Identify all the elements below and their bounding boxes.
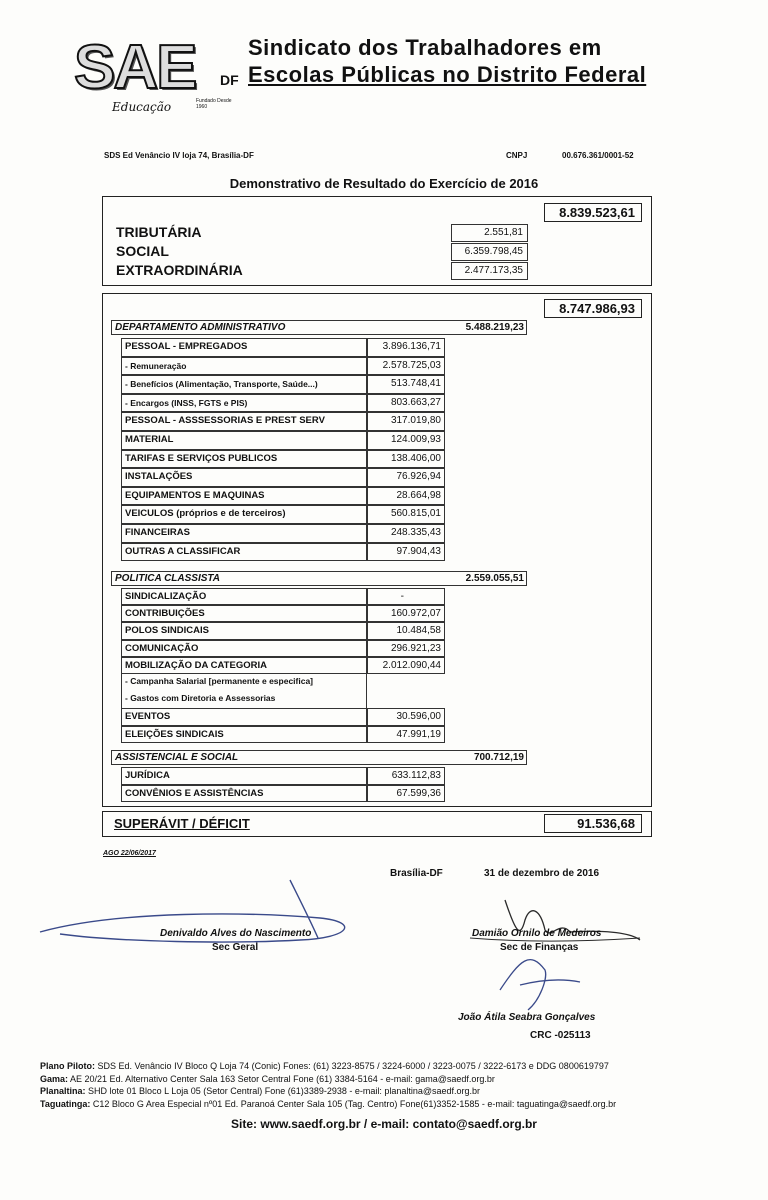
revenue-value-extraordinaria: 2.477.173,35: [451, 262, 528, 280]
footer-addresses: [40, 1060, 700, 1110]
expense-row-value: 67.599,36: [367, 785, 445, 803]
expense-row-value: 97.904,43: [367, 543, 445, 562]
union-name: [248, 34, 668, 88]
expense-row-value: 160.972,07: [367, 605, 445, 622]
footer-label: Plano Piloto:: [40, 1061, 95, 1071]
expense-row-value: 248.335,43: [367, 524, 445, 543]
revenue-value-social: 6.359.798,45: [451, 243, 528, 261]
cnpj-value: 00.676.361/0001-52: [562, 151, 634, 160]
expense-row-name: MOBILIZAÇÃO DA CATEGORIA: [121, 657, 367, 674]
logo-small-text: Fundado Desde 1960: [196, 98, 232, 110]
footer-line-plano-piloto: [40, 1060, 700, 1073]
expense-row-value: 30.596,00: [367, 708, 445, 725]
logo-subtitle: Educação: [112, 100, 172, 114]
section-header: [111, 750, 527, 765]
revenue-label-extraordinaria: EXTRAORDINÁRIA: [116, 262, 243, 278]
section-name: ASSISTENCIAL E SOCIAL: [115, 752, 239, 763]
expense-row-name: PESSOAL - ASSSESSORIAS E PREST SERV: [121, 412, 367, 431]
expense-row-name: - Campanha Salarial [permanente e especifica]: [121, 674, 367, 691]
footer-text: C12 Bloco G Area Especial nº01 Ed. Paranoá Center Sala 105 (Tag. Centro) Fone(61)3352-1585 - e-mail: taguatinga@saedf.org.br: [92, 1098, 617, 1109]
revenue-label-social: SOCIAL: [116, 243, 169, 259]
signature3-role: CRC -025113: [530, 1030, 591, 1041]
expense-row-value: 803.663,27: [367, 394, 445, 413]
signature1-role: Sec Geral: [212, 942, 259, 953]
revenue-label-tributaria: TRIBUTÁRIA: [116, 224, 202, 240]
expense-row-name: CONTRIBUIÇÕES: [121, 605, 367, 622]
date: 31 de dezembro de 2016: [484, 868, 600, 879]
ago-note: AGO 22/06/2017: [103, 850, 156, 857]
document-title: Demonstrativo de Resultado do Exercício de 2016: [229, 176, 539, 191]
expense-row-value: 560.815,01: [367, 505, 445, 524]
expense-row-name: SINDICALIZAÇÃO: [121, 588, 367, 605]
expense-row-value: [367, 691, 445, 708]
footer-text: SDS Ed. Venâncio IV Bloco Q Loja 74 (Conic) Fones: (61) 3223-8575 / 3224-6000 / 3223-0075 / 3222-6173 e DDG 0800619797: [97, 1061, 609, 1071]
section-name: POLITICA CLASSISTA: [115, 573, 220, 584]
expense-row-name: VEICULOS (próprios e de terceiros): [121, 505, 367, 524]
footer-text: AE 20/21 Ed. Alternativo Center Sala 163 Setor Central Fone (61) 3384-5164 - e-mail: gama@saedf.org.br: [70, 1073, 495, 1084]
expense-row-value: 2.012.090,44: [367, 657, 445, 674]
expense-row-name: TARIFAS E SERVIÇOS PUBLICOS: [121, 450, 367, 469]
signature3-name: João Átila Seabra Gonçalves: [458, 1012, 596, 1023]
union-name-line1: Sindicato dos Trabalhadores em: [248, 35, 602, 60]
footer-line-planaltina: [40, 1085, 700, 1098]
footer-label: Gama:: [40, 1073, 69, 1084]
logo-text: SAE: [74, 33, 196, 102]
footer-text: SHD lote 01 Bloco L Loja 05 (Setor Central) Fone (61)3389-2938 - e-mail: planaltina@saedf.org.br: [88, 1086, 481, 1096]
expense-row-name: - Benefícios (Alimentação, Transporte, Saúde...): [121, 375, 367, 394]
expense-row-value: 10.484,58: [367, 622, 445, 639]
signature2-name: Damião Ornilo de Medeiros: [472, 928, 602, 939]
expense-row-value: 28.664,98: [367, 487, 445, 506]
footer-line-gama: [40, 1073, 700, 1086]
expense-row-name: ELEIÇÕES SINDICAIS: [121, 726, 367, 743]
expense-row-value: 3.896.136,71: [367, 338, 445, 357]
section-name: DEPARTAMENTO ADMINISTRATIVO: [115, 322, 286, 333]
expense-row-name: FINANCEIRAS: [121, 524, 367, 543]
address: SDS Ed Venâncio IV loja 74, Brasília-DF: [104, 151, 254, 160]
footer-line-taguatinga: [40, 1098, 700, 1111]
expense-row-value: -: [367, 588, 445, 605]
section-subtotal: 5.488.219,23: [465, 322, 524, 333]
expense-row-name: EQUIPAMENTOS E MAQUINAS: [121, 487, 367, 506]
signature1-name: Denivaldo Alves do Nascimento: [160, 928, 312, 939]
section-header: [111, 320, 527, 335]
expense-row-value: 317.019,80: [367, 412, 445, 431]
expense-row-name: JURÍDICA: [121, 767, 367, 785]
logo-suffix: DF: [220, 72, 239, 88]
expense-row-name: INSTALAÇÕES: [121, 468, 367, 487]
expense-row-value: 633.112,83: [367, 767, 445, 785]
expense-row-name: MATERIAL: [121, 431, 367, 450]
expense-row-value: 47.991,19: [367, 726, 445, 743]
handwritten-signatures: [0, 860, 768, 1020]
footer-site: Site: www.saedf.org.br / e-mail: contato@saedf.org.br: [231, 1117, 537, 1131]
section-subtotal: 700.712,19: [473, 752, 524, 763]
expense-total: 8.747.986,93: [544, 299, 642, 318]
expense-row-value: 2.578.725,03: [367, 357, 445, 376]
expense-row-name: - Remuneração: [121, 357, 367, 376]
expense-row-name: - Encargos (INSS, FGTS e PIS): [121, 394, 367, 413]
union-name-line2: Escolas Públicas no Distrito Federal: [248, 62, 647, 87]
sae-logo: [68, 28, 238, 120]
expense-row-name: OUTRAS A CLASSIFICAR: [121, 543, 367, 562]
expense-row-name: COMUNICAÇÃO: [121, 640, 367, 657]
result-value: 91.536,68: [544, 814, 642, 833]
expense-row-name: CONVÊNIOS E ASSISTÊNCIAS: [121, 785, 367, 803]
expense-row-name: - Gastos com Diretoria e Assessorias: [121, 691, 367, 708]
expense-row-value: 513.748,41: [367, 375, 445, 394]
expense-row-value: 296.921,23: [367, 640, 445, 657]
footer-label: Taguatinga:: [40, 1098, 91, 1109]
section-subtotal: 2.559.055,51: [465, 573, 524, 584]
place: Brasília-DF: [390, 868, 443, 879]
expense-row-value: 124.009,93: [367, 431, 445, 450]
expense-row-value: [367, 674, 445, 691]
signature2-role: Sec de Finanças: [500, 942, 579, 953]
expense-row-name: EVENTOS: [121, 708, 367, 725]
footer-label: Planaltina:: [40, 1086, 86, 1096]
section-header: [111, 571, 527, 586]
result-label: SUPERÁVIT / DÉFICIT: [114, 816, 250, 831]
expense-row-value: 76.926,94: [367, 468, 445, 487]
expense-row-name: PESSOAL - EMPREGADOS: [121, 338, 367, 357]
revenue-value-tributaria: 2.551,81: [451, 224, 528, 242]
cnpj-label: CNPJ: [506, 151, 528, 160]
expense-row-name: POLOS SINDICAIS: [121, 622, 367, 639]
expense-row-value: 138.406,00: [367, 450, 445, 469]
revenue-total: 8.839.523,61: [544, 203, 642, 222]
